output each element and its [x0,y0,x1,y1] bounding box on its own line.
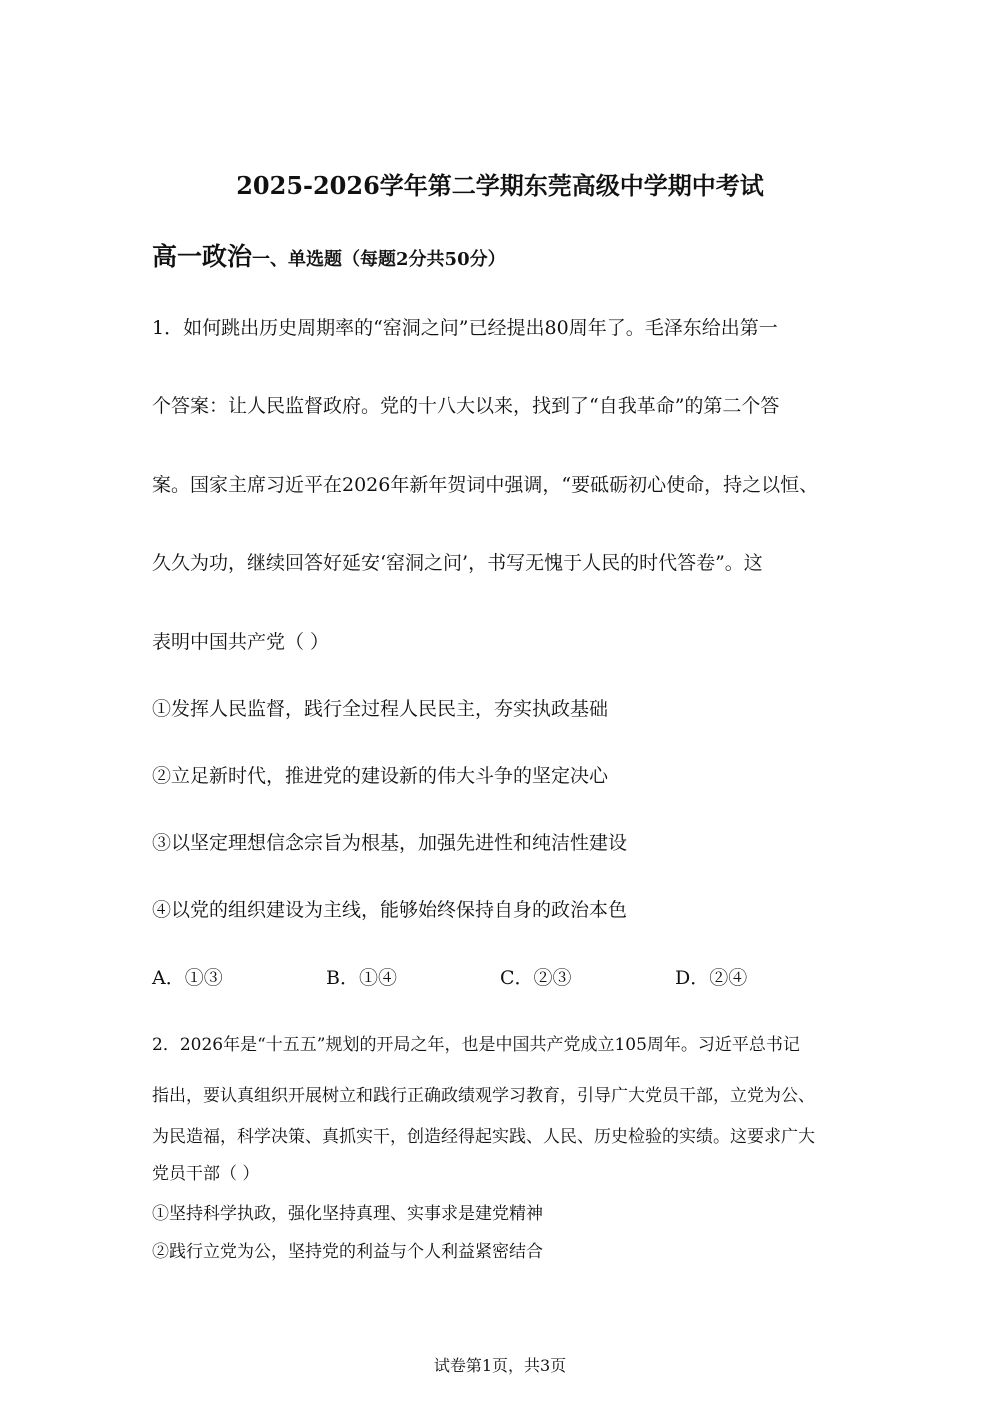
subject-heading-line [152,240,506,277]
exam-title: 2025-2026学年第二学期东莞高级中学期中考试 [236,171,764,200]
question-1-statement: ④以党的组织建设为主线，能够始终保持自身的政治本色 [152,899,628,921]
question-2-line: 党员干部（ ） [152,1164,260,1184]
subject-label: 高一政治 [152,242,253,271]
question-1-line: 久久为功，继续回答好延安‘窑洞之问’，书写无愧于人民的时代答卷”。这 [152,552,763,574]
page-footer: 试卷第1页，共3页 [433,1356,567,1375]
question-2-line: 为民造福，科学决策、真抓实干，创造经得起实践、人民、历史检验的实绩。这要求广大 [152,1127,815,1147]
question-1-statement: ②立足新时代，推进党的建设新的伟大斗争的坚定决心 [152,765,609,787]
option-a: A．①③ [152,967,223,989]
question-2-line: 指出，要认真组织开展树立和践行正确政绩观学习教育，引导广大党员干部，立党为公、 [152,1086,815,1106]
question-2-statement: ②践行立党为公，坚持党的利益与个人利益紧密结合 [152,1242,543,1262]
question-1-statement: ③以坚定理想信念宗旨为根基，加强先进性和纯洁性建设 [152,832,628,854]
question-2-statement: ①坚持科学执政，强化坚持真理、实事求是建党精神 [152,1204,543,1224]
question-2-line: 2．2026年是“十五五”规划的开局之年，也是中国共产党成立105周年。习近平总书记 [152,1035,800,1055]
option-c: C．②③ [500,967,572,989]
question-1-statement: ①发挥人民监督，践行全过程人民民主，夯实执政基础 [152,698,609,720]
question-1-line: 个答案：让人民监督政府。党的十八大以来，找到了“自我革命”的第二个答 [152,395,780,417]
question-1-line: 表明中国共产党（ ） [152,631,330,653]
option-d: D．②④ [675,967,748,989]
option-b: B．①④ [326,967,397,989]
section-heading: 一、单选题（每题2分共50分） [252,249,506,270]
question-1-line: 1．如何跳出历史周期率的“窑洞之问”已经提出80周年了。毛泽东给出第一 [152,317,778,339]
question-1-line: 案。国家主席习近平在2026年新年贺词中强调，“要砥砺初心使命，持之以恒、 [152,474,819,496]
